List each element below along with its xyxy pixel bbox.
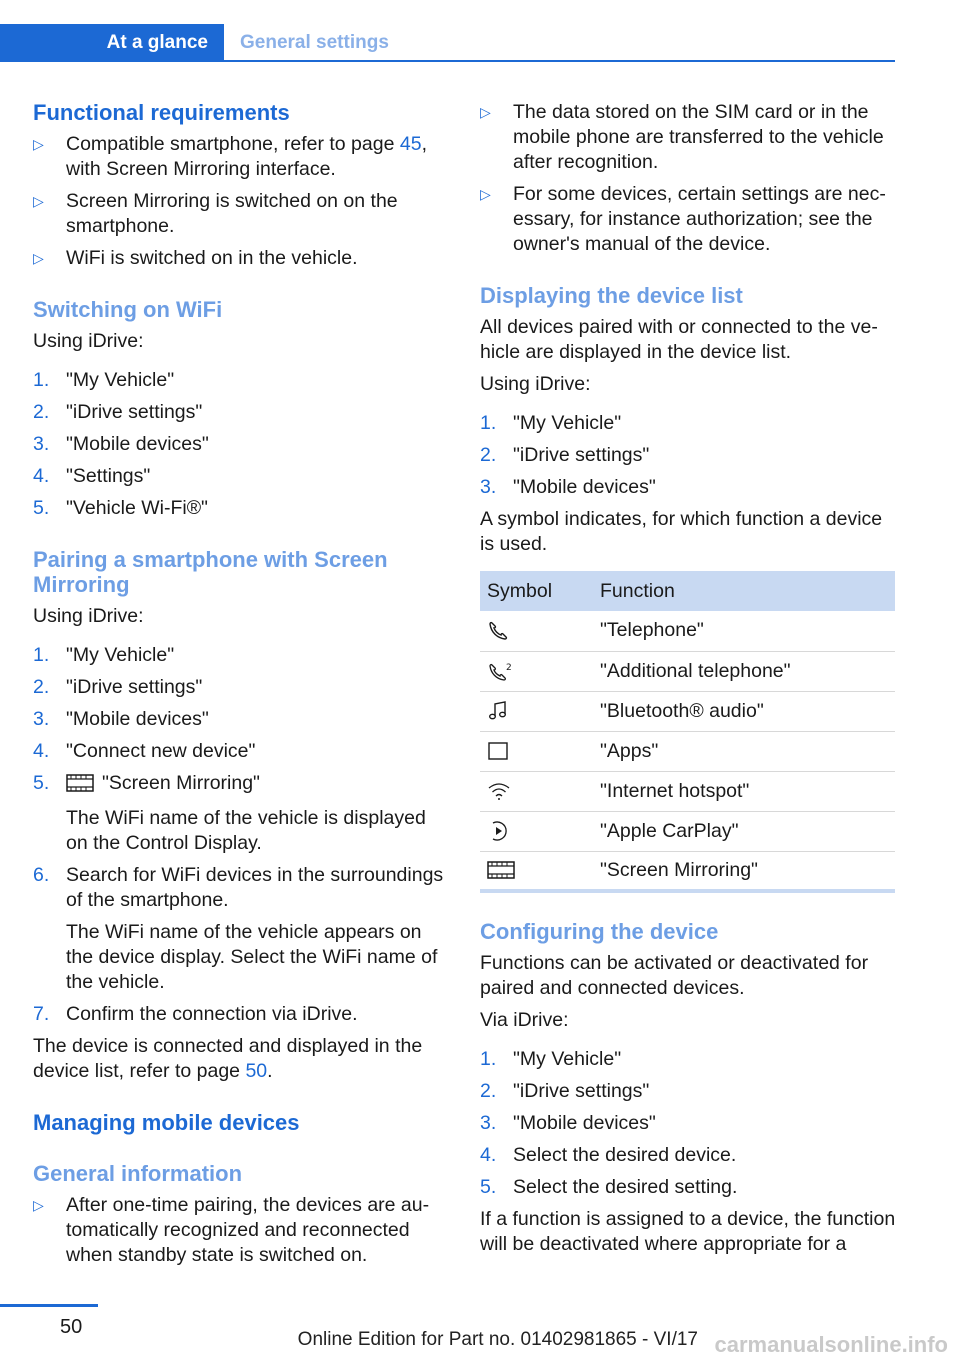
screen-mirroring-icon (480, 851, 593, 891)
screen-mirroring-icon (66, 774, 94, 799)
step-note: The WiFi name of the vehicle appears on the device display. Select the WiFi name of the vehicle. (66, 921, 438, 993)
table-row: "Screen Mirroring" (480, 851, 895, 891)
symbol-table (480, 571, 895, 893)
paragraph: The device is connected and displayed in the device list, refer to page 50. (33, 1035, 423, 1082)
paragraph: All devices paired with or connected to the vehicle are displayed in the device list. (480, 316, 878, 363)
bullet-arrow-icon: ▷ (33, 136, 44, 152)
general-information-list (33, 1193, 449, 1268)
column-header-symbol: Symbol (480, 571, 593, 611)
paragraph: Using iDrive: (33, 330, 144, 352)
list-item: 4. Select the desired device. (480, 1144, 737, 1166)
list-item: ▷ After one-time pairing, the devices are automatically recognized and reconnected when standby state is switched on. (33, 1194, 430, 1266)
paragraph: Functions can be activated or deactivated for paired and connected devices. (480, 952, 869, 999)
configuring-steps (480, 1047, 896, 1200)
page-number: 50 (60, 1316, 83, 1338)
functional-requirements-title: Functional requirements (33, 100, 290, 125)
left-column (33, 100, 449, 1268)
device-list-title: Displaying the device list (480, 283, 743, 308)
table-row: 2 "Additional telephone" (480, 651, 895, 691)
wifi-icon (480, 771, 593, 811)
list-item: 4. "Connect new device" (33, 740, 256, 762)
bullet-arrow-icon: ▷ (33, 250, 44, 266)
step-note: The WiFi name of the vehicle is displayed on the Control Display. (66, 807, 426, 854)
tab-general-settings[interactable]: General settings (240, 32, 389, 53)
table-row: "Apps" (480, 731, 895, 771)
watermark-logo: carmanualsonline.info (714, 1332, 948, 1357)
switching-wifi-title: Switching on WiFi (33, 297, 223, 322)
table-header-row (480, 571, 895, 611)
list-item: 5. Select the desired setting. (480, 1176, 738, 1198)
list-item: 2. "iDrive settings" (480, 444, 650, 466)
list-item: ▷ Compatible smartphone, refer to page 45, with Screen Mirroring interface. (33, 133, 427, 180)
list-item: 2. "iDrive settings" (33, 676, 203, 698)
header-tabbar (0, 24, 895, 62)
list-item: ▷ WiFi is switched on in the vehicle. (33, 247, 358, 269)
list-item: ▷ The data stored on the SIM card or in the mobile phone are transferred to the vehicle after recognition. (480, 101, 884, 173)
paragraph: A symbol indicates, for which function a device is used. (480, 508, 883, 555)
device-list-steps (480, 411, 896, 500)
telephone-icon (480, 611, 593, 651)
general-information-title: General information (33, 1161, 243, 1186)
paragraph: If a function is assigned to a device, the function will be deactivated where appropriate for a (480, 1208, 896, 1255)
footer-rule (0, 1304, 98, 1307)
bullet-arrow-icon: ▷ (480, 186, 491, 202)
managing-devices-title: Managing mobile devices (33, 1110, 300, 1135)
bullet-arrow-icon: ▷ (480, 104, 491, 120)
pairing-steps (33, 643, 449, 1027)
list-item: 1. "My Vehicle" (480, 412, 622, 434)
list-item: 7. Confirm the connection via iDrive. (33, 1003, 358, 1025)
bullet-arrow-icon: ▷ (33, 193, 44, 209)
right-column (480, 100, 896, 1257)
list-item: 6. Search for WiFi devices in the surroundings of the smartphone. The WiFi name of the vehicle appears on the device display. Select the WiFi name of the vehicle. (33, 863, 449, 995)
list-item: 2. "iDrive settings" (480, 1080, 650, 1102)
list-item: ▷ For some devices, certain settings are necessary, for instance authorization; see the owner's manual of the device. (480, 183, 886, 255)
list-item: ▷ Screen Mirroring is switched on on the smartphone. (33, 190, 398, 237)
carplay-icon (480, 811, 593, 851)
table-row: "Apple CarPlay" (480, 811, 895, 851)
apps-icon (480, 731, 593, 771)
list-item: 4. "Settings" (33, 465, 151, 487)
edition-note: Online Edition for Part no. 01402981865 - VI/17 (297, 1329, 698, 1350)
page-link[interactable]: 50 (245, 1060, 268, 1082)
list-item: 3. "Mobile devices" (480, 1112, 656, 1134)
additional-telephone-icon (480, 651, 593, 691)
list-item: 3. "Mobile devices" (33, 433, 209, 455)
general-information-list-cont (480, 100, 896, 257)
table-row: "Bluetooth® audio" (480, 691, 895, 731)
list-item: 1. "My Vehicle" (480, 1048, 622, 1070)
list-item: 5. "Vehicle Wi-Fi®" (33, 497, 208, 519)
list-item: 3. "Mobile devices" (480, 476, 656, 498)
paragraph: Using iDrive: (480, 373, 591, 395)
list-item: 3. "Mobile devices" (33, 708, 209, 730)
list-item: 1. "My Vehicle" (33, 369, 175, 391)
music-note-icon (480, 691, 593, 731)
pairing-title: Pairing a smartphone with Screen Mirroring (33, 547, 388, 597)
table-row: "Internet hotspot" (480, 771, 895, 811)
page-link[interactable]: 45 (399, 133, 422, 155)
column-header-function: Function (593, 571, 895, 611)
bullet-arrow-icon: ▷ (33, 1197, 44, 1213)
paragraph: Via iDrive: (480, 1009, 569, 1031)
functional-requirements-list (33, 132, 449, 271)
configuring-device-title: Configuring the device (480, 919, 719, 944)
paragraph: Using iDrive: (33, 605, 144, 627)
table-row: "Telephone" (480, 611, 895, 651)
list-item: 2. "iDrive settings" (33, 401, 203, 423)
list-item: 5. "Screen Mirroring" The WiFi name of the vehicle is displayed on the Control Display. (33, 771, 449, 856)
wifi-steps (33, 368, 449, 521)
list-item: 1. "My Vehicle" (33, 644, 175, 666)
svg-text:2: 2 (506, 663, 512, 673)
tab-at-a-glance[interactable]: At a glance (0, 24, 224, 62)
